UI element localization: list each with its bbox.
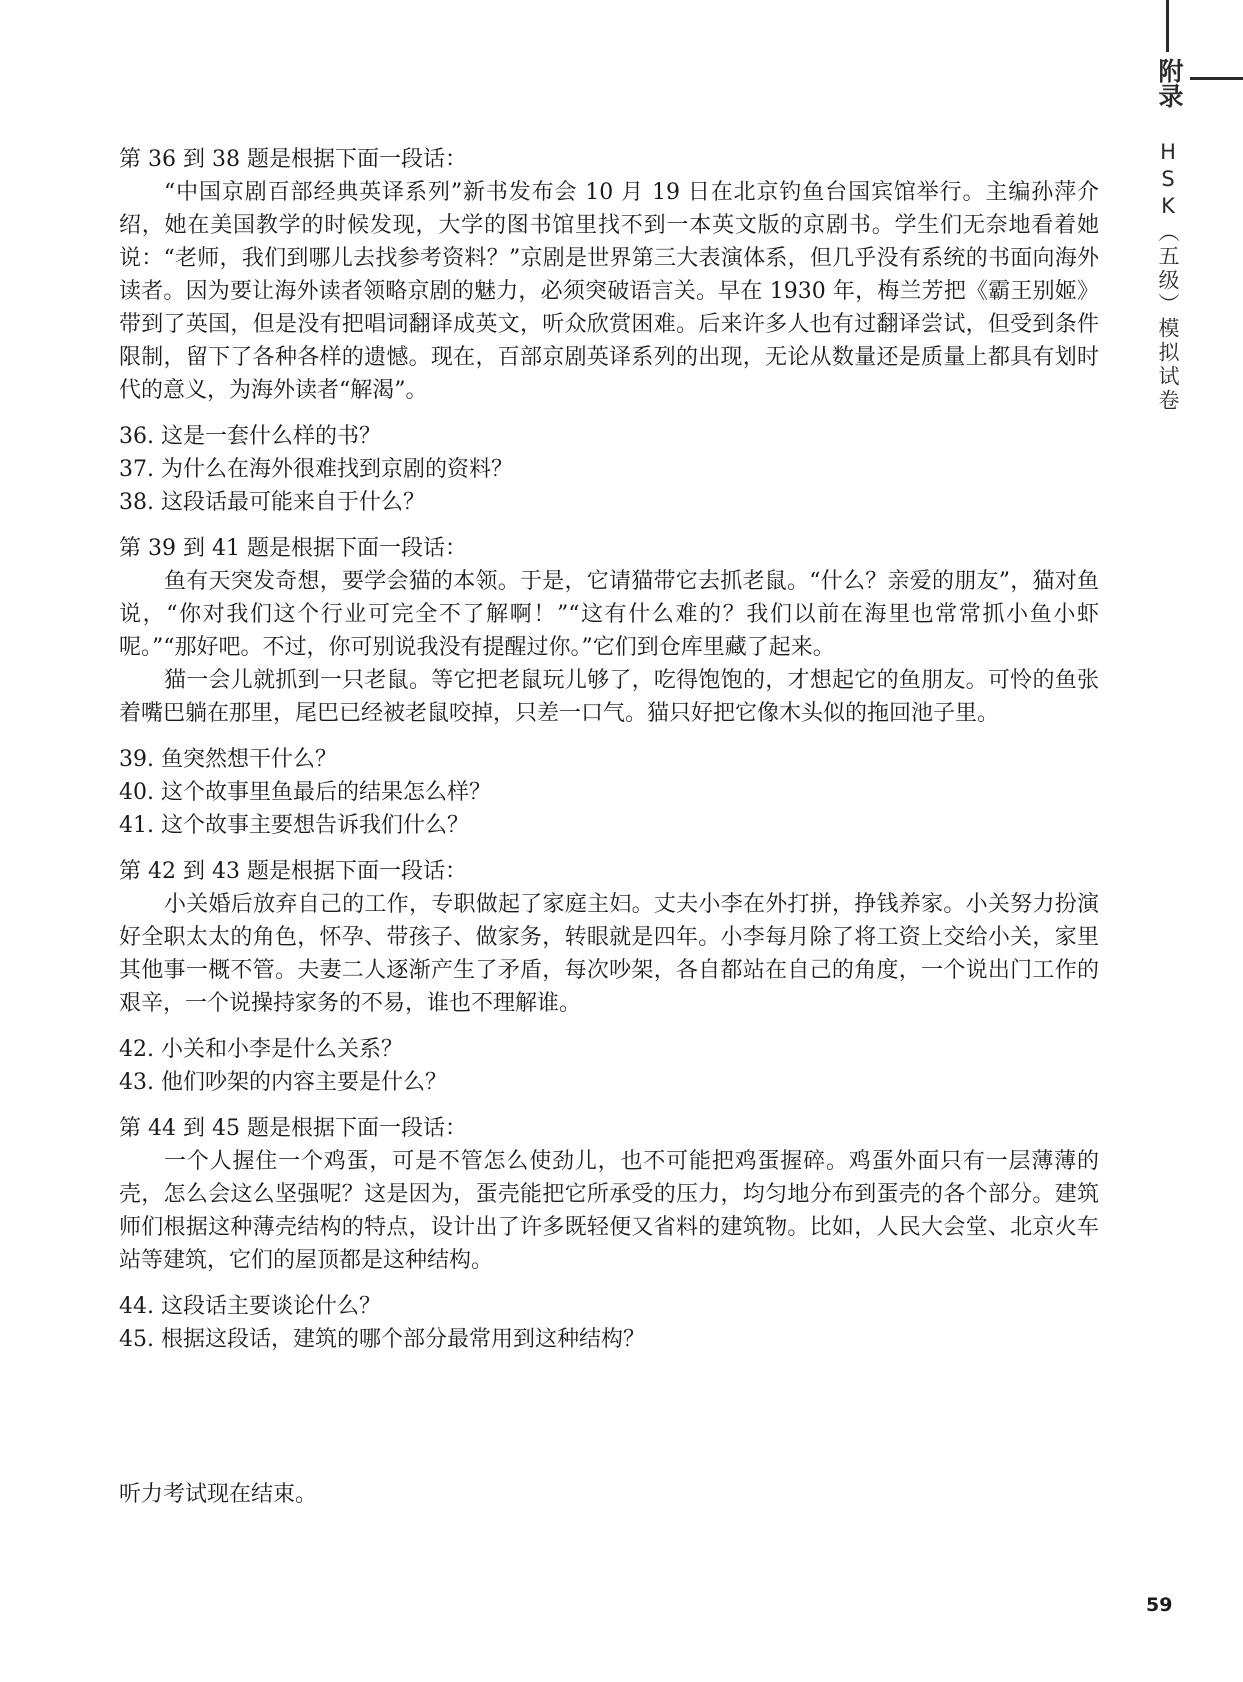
passage-paragraph: 猫一会儿就抓到一只老鼠。等它把老鼠玩儿够了，吃得饱饱的，才想起它的鱼朋友。可怜的鱼张着嘴巴躺在那里，尾巴已经被老鼠咬掉，只差一口气。猫只好把它像木头似的拖回池子里。 xyxy=(119,668,1099,726)
page-number: 59 xyxy=(1146,1594,1173,1616)
section-intro: 第 44 到 45 题是根据下面一段话： xyxy=(119,1116,467,1141)
question-40: 40. 这个故事里鱼最后的结果怎么样？ xyxy=(119,780,491,805)
end-note: 听力考试现在结束。 xyxy=(119,1482,318,1507)
question-44: 44. 这段话主要谈论什么？ xyxy=(119,1294,381,1319)
section-39-41 xyxy=(119,532,1099,842)
section-intro: 第 42 到 43 题是根据下面一段话： xyxy=(119,859,467,884)
question-38: 38. 这段话最可能来自于什么？ xyxy=(119,490,425,515)
section-intro: 第 36 到 38 题是根据下面一段话： xyxy=(119,147,467,172)
section-intro: 第 39 到 41 题是根据下面一段话： xyxy=(119,536,467,561)
sidebar-subtitle: HSK（五级）模拟试卷 xyxy=(1156,140,1180,413)
section-36-38 xyxy=(119,143,1099,519)
section-42-43 xyxy=(119,855,1099,1099)
question-42: 42. 小关和小李是什么关系？ xyxy=(119,1037,403,1062)
passage-paragraph: “中国京剧百部经典英译系列”新书发布会 10 月 19 日在北京钓鱼台国宾馆举行。主编孙萍介绍，她在美国教学的时候发现，大学的图书馆里找不到一本英文版的京剧书。学生们无奈地看着她说：“老师，我们到哪儿去找参考资料？”京剧是世界第三大表演体系，但几乎没有系统的书面向海外读者。因为要让海外读者领略京剧的魅力，必须突破语言关。早在 1930 年，梅兰芳把《霸王别姬》带到了英国，但是没有把唱词翻译成英文，听众欣赏困难。后来许多人也有过翻译尝试，但受到条件限制，留下了各种各样的遗憾。现在，百部京剧英译系列的出现，无论从数量还是质量上都具有划时代的意义，为海外读者“解渴”。 xyxy=(119,180,1099,403)
passage-paragraph: 小关婚后放弃自己的工作，专职做起了家庭主妇。丈夫小李在外打拼，挣钱养家。小关努力扮演好全职太太的角色，怀孕、带孩子、做家务，转眼就是四年。小李每月除了将工资上交给小关，家里其他事一概不管。夫妻二人逐渐产生了矛盾，每次吵架，各自都站在自己的角度，一个说出门工作的艰辛，一个说操持家务的不易，谁也不理解谁。 xyxy=(119,892,1099,1016)
question-41: 41. 这个故事主要想告诉我们什么？ xyxy=(119,813,469,838)
sidebar-horizontal-rule xyxy=(1190,77,1243,80)
main-content xyxy=(119,143,1099,1356)
question-37: 37. 为什么在海外很难找到京剧的资料？ xyxy=(119,457,513,482)
sidebar-vertical-rule xyxy=(1166,0,1169,52)
sidebar-appendix-label: 附录 xyxy=(1155,58,1184,108)
passage-paragraph: 鱼有天突发奇想，要学会猫的本领。于是，它请猫带它去抓老鼠。“什么？亲爱的朋友”，猫对鱼说，“你对我们这个行业可完全不了解啊！”“这有什么难的？我们以前在海里也常常抓小鱼小虾呢。”“那好吧。不过，你可别说我没有提醒过你。”它们到仓库里藏了起来。 xyxy=(119,569,1099,660)
question-39: 39. 鱼突然想干什么？ xyxy=(119,747,337,772)
question-45: 45. 根据这段话，建筑的哪个部分最常用到这种结构？ xyxy=(119,1327,645,1352)
passage-paragraph: 一个人握住一个鸡蛋，可是不管怎么使劲儿，也不可能把鸡蛋握碎。鸡蛋外面只有一层薄薄的壳，怎么会这么坚强呢？这是因为，蛋壳能把它所承受的压力，均匀地分布到蛋壳的各个部分。建筑师们根据这种薄壳结构的特点，设计出了许多既轻便又省料的建筑物。比如，人民大会堂、北京火车站等建筑，它们的屋顶都是这种结构。 xyxy=(119,1149,1099,1273)
question-36: 36. 这是一套什么样的书？ xyxy=(119,424,381,449)
section-44-45 xyxy=(119,1112,1099,1356)
question-43: 43. 他们吵架的内容主要是什么？ xyxy=(119,1070,447,1095)
